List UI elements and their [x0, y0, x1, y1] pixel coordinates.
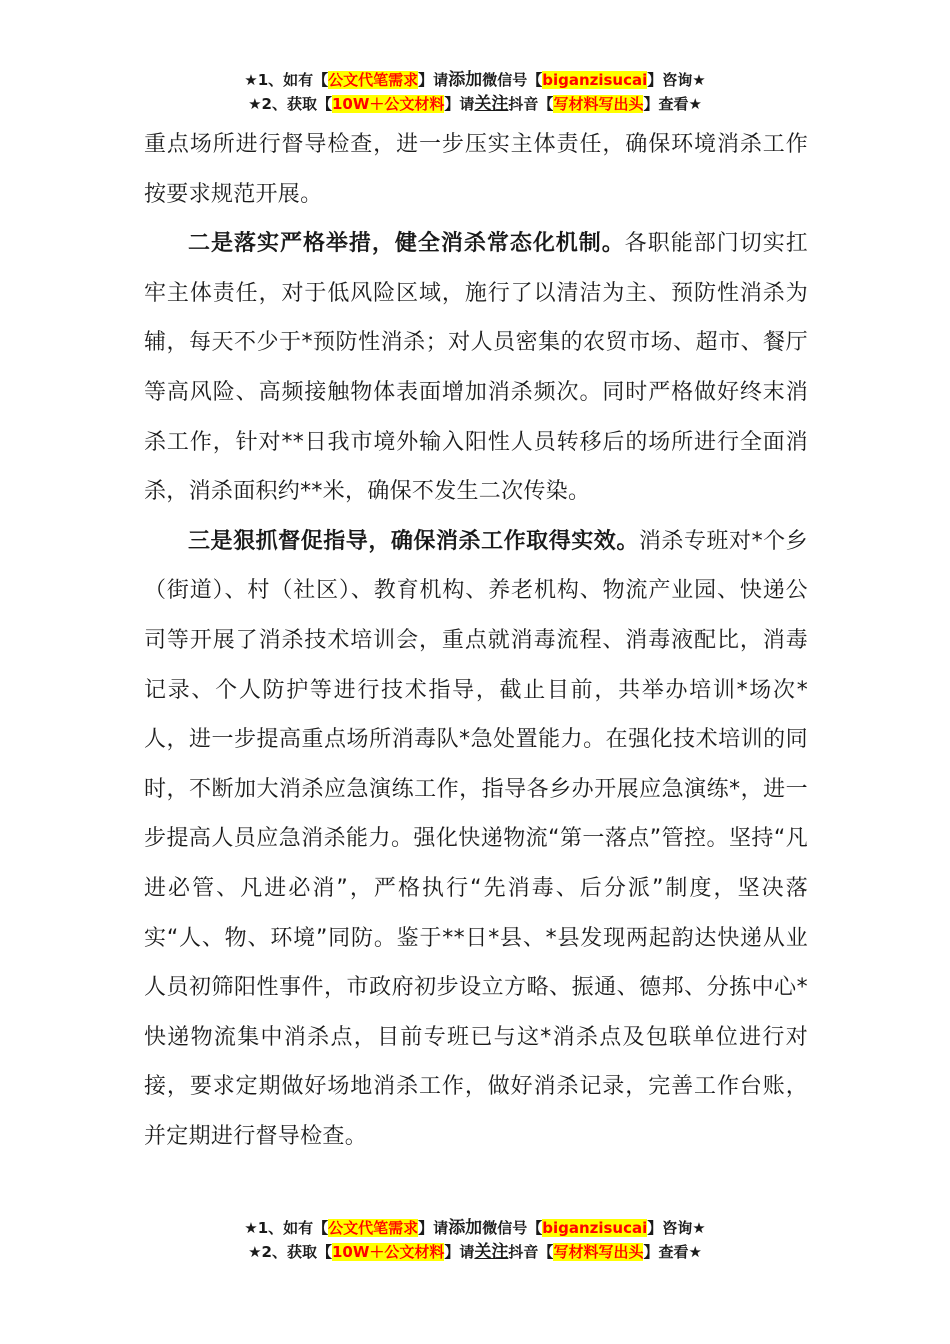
star-icon: ★: [244, 71, 258, 89]
document-body: [144, 120, 808, 1161]
promo-highlight-service: 公文代笔需求: [328, 71, 419, 89]
promo-line-1: [0, 68, 950, 92]
promo-text: 抖音【: [508, 1243, 554, 1261]
promo-text: 2、获取【: [261, 1243, 332, 1261]
promo-text: 1、如有【: [257, 1219, 329, 1237]
promo-highlight-service: 公文代笔需求: [328, 1219, 419, 1237]
paragraph-lead: 二是落实严格举措，健全消杀常态化机制。: [188, 231, 625, 257]
star-icon: ★: [248, 1243, 262, 1261]
promo-highlight-wechat-id: biganzisucai: [542, 71, 648, 89]
paragraph-body: 消杀专班对*个乡（街道）、村（社区）、教育机构、养老机构、物流产业园、快递公司等开展了消杀技术培训会，重点就消毒流程、消毒液配比，消毒记录、个人防护等进行技术指导，截止目前，共举办培训*场次*人，进一步提高重点场所消毒队*急处置能力。在强化技术培训的同时，不断加大消杀应急演练工作，指导各乡办开展应急演练*，进一步提高人员应急消杀能力。强化快递物流“第一落点”管控。坚持“凡进必管、凡进必消”，严格执行“先消毒、后分派”制度，坚决落实“人、物、环境”同防。鉴于**日*县、*县发现两起韵达快递从业人员初筛阳性事件，市政府初步设立方略、振通、德邦、分拣中心*快递物流集中消杀点，目前专班已与这*消杀点及包联单位进行对接，要求定期做好场地消杀工作，做好消杀记录，完善工作台账，并定期进行督导检查。: [144, 528, 808, 1149]
promo-highlight-wechat-id: biganzisucai: [542, 1219, 648, 1237]
paragraph-body: 各职能部门切实扛牢主体责任，对于低风险区域，施行了以清洁为主、预防性消杀为辅，每天不少于*预防性消杀；对人员密集的农贸市场、超市、餐厅等高风险、高频接触物体表面增加消杀频次。同时严格做好终末消杀工作，针对**日我市境外输入阳性人员转移后的场所进行全面消杀，消杀面积约**米，确保不发生二次传染。: [144, 231, 808, 505]
promo-line-2: [0, 1240, 950, 1264]
promo-emphasis: 关注: [474, 1242, 509, 1262]
promo-text: 抖音【: [508, 95, 554, 113]
promo-highlight-douyin-id: 写材料写出头: [553, 1243, 644, 1261]
footer-promo-banner: [0, 1216, 950, 1264]
promo-text: 】咨询★: [647, 1219, 706, 1237]
promo-emphasis: 添加: [448, 1218, 483, 1238]
promo-line-1: [0, 1216, 950, 1240]
promo-text: 】请: [418, 71, 449, 89]
promo-emphasis: 关注: [474, 94, 509, 114]
paragraph-continuation: 重点场所进行督导检查，进一步压实主体责任，确保环境消杀工作按要求规范开展。: [144, 132, 808, 207]
promo-emphasis: 添加: [448, 70, 483, 90]
promo-highlight-materials: 10W＋公文材料: [331, 95, 445, 113]
promo-text: 】查看★: [643, 1243, 702, 1261]
promo-text: 1、如有【: [257, 71, 329, 89]
promo-text: 】查看★: [643, 95, 702, 113]
star-icon: ★: [244, 1219, 258, 1237]
promo-text: 】请: [418, 1219, 449, 1237]
promo-highlight-douyin-id: 写材料写出头: [553, 95, 644, 113]
promo-highlight-materials: 10W＋公文材料: [331, 1243, 445, 1261]
promo-line-2: [0, 92, 950, 116]
header-promo-banner: [0, 68, 950, 116]
promo-text: 2、获取【: [261, 95, 332, 113]
promo-text: 】咨询★: [647, 71, 706, 89]
star-icon: ★: [248, 95, 262, 113]
promo-text: 微信号【: [482, 1219, 543, 1237]
promo-text: 】请: [444, 1243, 475, 1261]
promo-text: 微信号【: [482, 71, 543, 89]
paragraph-three: [144, 517, 808, 1162]
paragraph-two: [144, 219, 808, 517]
paragraph-lead: 三是狠抓督促指导，确保消杀工作取得实效。: [188, 528, 639, 554]
promo-text: 】请: [444, 95, 475, 113]
